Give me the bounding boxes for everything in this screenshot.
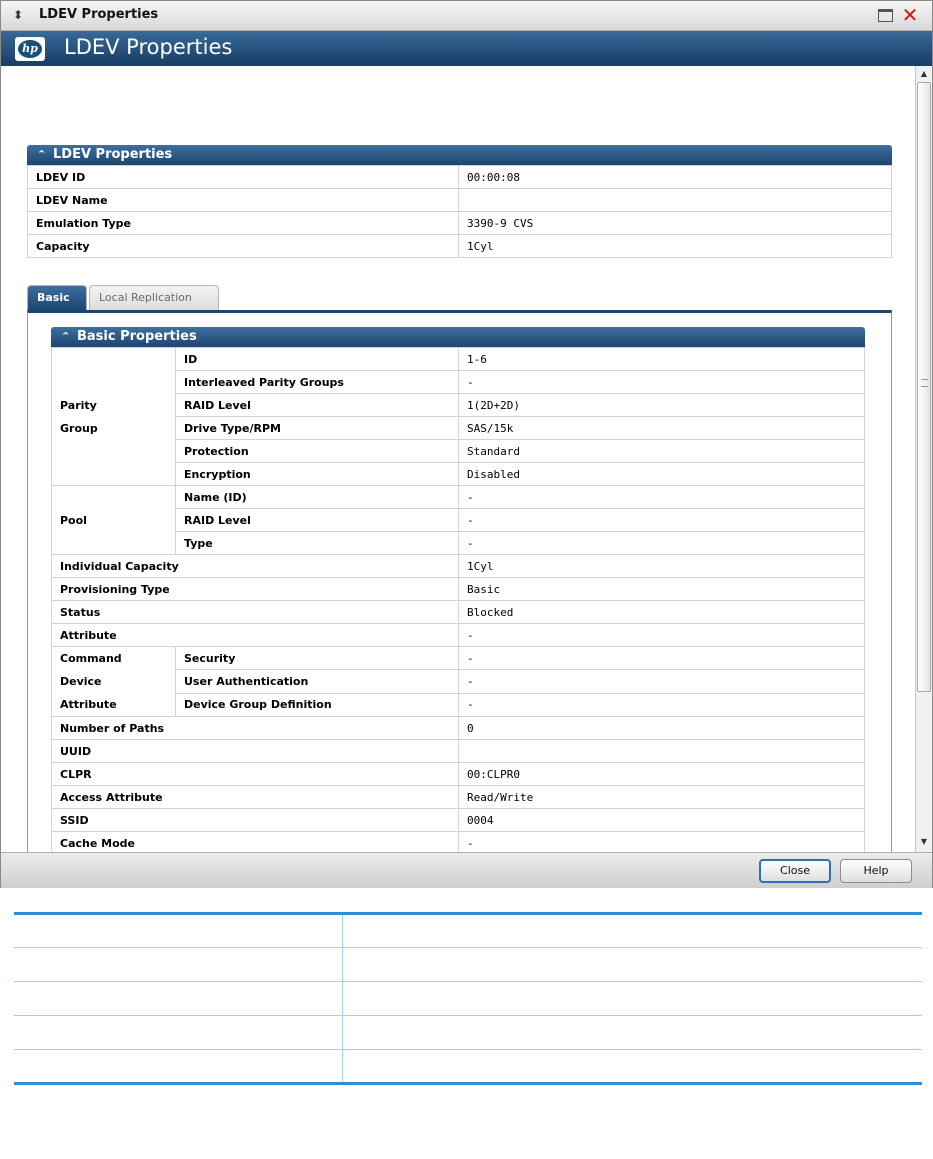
row-value: - (459, 624, 865, 647)
table-row (28, 235, 892, 258)
row-label: Provisioning Type (52, 578, 459, 601)
table-row (14, 982, 922, 1016)
table-row (52, 832, 865, 853)
ldev-properties-table (27, 165, 892, 258)
close-button[interactable]: Close (759, 859, 831, 883)
row-label: User Authentication (176, 670, 459, 693)
row-value: 0 (459, 717, 865, 740)
row-value: 1Cyl (459, 555, 865, 578)
table-cell (14, 948, 342, 982)
command-device-attribute-label: Command Device Attribute (52, 647, 176, 717)
table-row (52, 601, 865, 624)
scroll-up-icon[interactable]: ▲ (920, 69, 928, 78)
row-value: - (459, 832, 865, 853)
hp-logo: hp (15, 37, 45, 61)
row-value: 1-6 (459, 348, 865, 371)
row-value: Read/Write (459, 786, 865, 809)
ldev-properties-header-label: LDEV Properties (53, 147, 173, 162)
row-label: Capacity (28, 235, 459, 258)
row-value: - (459, 532, 865, 555)
page-title: LDEV Properties (64, 35, 233, 59)
row-label: Name (ID) (176, 486, 459, 509)
row-label: Drive Type/RPM (176, 417, 459, 440)
table-row (52, 486, 865, 509)
table-row (52, 624, 865, 647)
row-value: 1Cyl (459, 235, 892, 258)
row-value: - (459, 509, 865, 532)
close-icon[interactable]: ✕ (901, 3, 919, 27)
row-value (459, 740, 865, 763)
grip-icon (921, 379, 928, 387)
table-row (14, 1016, 922, 1050)
row-label: Access Attribute (52, 786, 459, 809)
row-label: ID (176, 348, 459, 371)
table-cell (14, 1016, 342, 1050)
help-button[interactable]: Help (840, 859, 912, 883)
row-value: 00:CLPR0 (459, 763, 865, 786)
tab-local-replication[interactable]: Local Replication (89, 285, 219, 310)
row-value: 00:00:08 (459, 166, 892, 189)
row-label: Type (176, 532, 459, 555)
maximize-icon[interactable] (878, 9, 893, 22)
collapse-chevron-icon[interactable]: ⌃ (61, 330, 71, 343)
table-cell (342, 914, 922, 948)
table-cell (14, 982, 342, 1016)
table-row (52, 717, 865, 740)
row-label: Attribute (52, 624, 459, 647)
row-label: Encryption (176, 463, 459, 486)
row-value: Disabled (459, 463, 865, 486)
row-value: Basic (459, 578, 865, 601)
table-row (52, 809, 865, 832)
row-value (459, 189, 892, 212)
collapse-icon[interactable]: ⬍ (13, 8, 24, 22)
table-cell (342, 1016, 922, 1050)
row-value: 3390-9 CVS (459, 212, 892, 235)
row-label: Protection (176, 440, 459, 463)
empty-table (14, 912, 922, 1085)
row-value: Blocked (459, 601, 865, 624)
table-row (28, 189, 892, 212)
table-cell (342, 982, 922, 1016)
row-label: Security (176, 647, 459, 670)
table-cell (14, 914, 342, 948)
row-label: Status (52, 601, 459, 624)
basic-properties-header-label: Basic Properties (77, 329, 197, 344)
scrollbar-thumb[interactable] (917, 82, 931, 692)
row-label: RAID Level (176, 394, 459, 417)
table-cell (14, 1050, 342, 1084)
ldev-properties-header[interactable] (27, 145, 892, 165)
row-label: Individual Capacity (52, 555, 459, 578)
table-row (14, 948, 922, 982)
table-row (52, 763, 865, 786)
scroll-down-icon[interactable]: ▼ (920, 837, 928, 846)
row-label: Emulation Type (28, 212, 459, 235)
pool-label: Pool (52, 486, 176, 555)
table-row (52, 786, 865, 809)
row-label: Cache Mode (52, 832, 459, 853)
tab-basic[interactable]: Basic (27, 285, 87, 310)
window-title: LDEV Properties (39, 7, 159, 22)
vertical-scrollbar[interactable] (915, 66, 932, 852)
row-label: UUID (52, 740, 459, 763)
row-value: - (459, 670, 865, 693)
table-row (52, 555, 865, 578)
row-label: RAID Level (176, 509, 459, 532)
row-value: SAS/15k (459, 417, 865, 440)
basic-properties-header[interactable] (51, 327, 865, 347)
table-cell (342, 948, 922, 982)
row-value: 0004 (459, 809, 865, 832)
row-label: SSID (52, 809, 459, 832)
row-label: LDEV ID (28, 166, 459, 189)
table-row (14, 1050, 922, 1084)
table-row (14, 914, 922, 948)
row-label: Number of Paths (52, 717, 459, 740)
row-label: Interleaved Parity Groups (176, 371, 459, 394)
table-cell (342, 1050, 922, 1084)
title-bar (1, 1, 932, 31)
row-label: Device Group Definition (176, 693, 459, 716)
content-area (1, 66, 915, 852)
row-value: - (459, 371, 865, 394)
parity-group-label: Parity Group (52, 348, 176, 486)
table-row (52, 740, 865, 763)
table-row (52, 578, 865, 601)
dialog-footer (1, 852, 932, 888)
collapse-chevron-icon[interactable]: ⌃ (37, 148, 47, 161)
row-value: - (459, 647, 865, 670)
row-value: Standard (459, 440, 865, 463)
basic-properties-table (51, 347, 865, 852)
table-row (28, 166, 892, 189)
table-row (52, 647, 865, 670)
row-value: - (459, 486, 865, 509)
row-value: - (459, 693, 865, 716)
row-label: LDEV Name (28, 189, 459, 212)
table-row (52, 348, 865, 371)
row-label: CLPR (52, 763, 459, 786)
table-row (28, 212, 892, 235)
row-value: 1(2D+2D) (459, 394, 865, 417)
